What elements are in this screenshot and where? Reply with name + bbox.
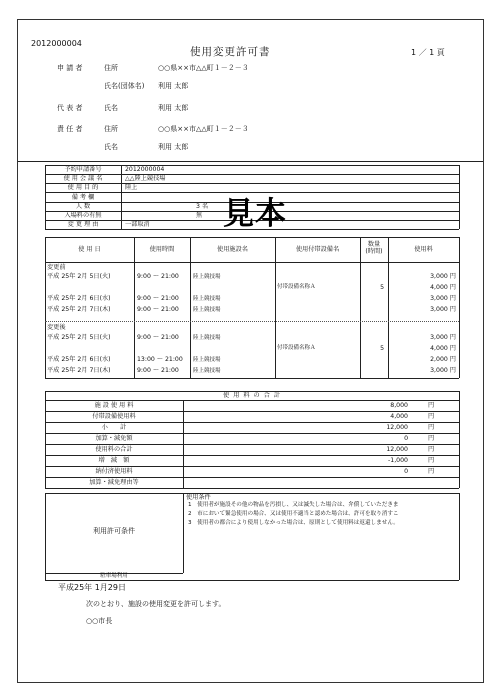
meeting-name-label: 使 用 会 議 名 xyxy=(63,175,103,182)
col-header-equipment: 使用付帯設備名 xyxy=(295,246,340,253)
representative-name: 利用 太郎 xyxy=(158,104,189,112)
permit-statement: 次のとおり、施設の使用変更を許可します。 xyxy=(86,600,226,608)
after-equipment-name: 付帯設備名称Ａ xyxy=(277,345,316,351)
admission-value: 無 xyxy=(196,212,203,219)
before-equipment-fee: 4,000 円 xyxy=(430,284,456,291)
reservation-number-label: 予約申請番号 xyxy=(64,166,102,173)
meeting-name: △△陸上競技場 xyxy=(125,175,166,182)
col-header-facility: 使用施設名 xyxy=(217,246,248,253)
purpose-label: 使 用 目 的 xyxy=(67,184,99,191)
admission-label: 入場料の有無 xyxy=(64,212,102,219)
condition-line: 2 市において緊急使用の場合、又は使用不適当と認めた場合は、許可を取り消すこ xyxy=(188,511,399,517)
col-header-quantity: 数量 (時間) xyxy=(365,241,383,256)
responsible-name: 利用 太郎 xyxy=(158,143,189,151)
before-section-label: 変更前 xyxy=(47,264,66,271)
change-reason-label: 変 更 理 由 xyxy=(67,221,99,228)
change-reason: 一部取消 xyxy=(125,221,150,228)
before-equipment-name: 付帯設備名称Ａ xyxy=(277,284,316,290)
applicant-address: ○○県××市△△町１－２－３ xyxy=(158,64,249,72)
purpose-value: 陸上 xyxy=(125,184,138,191)
applicant-address-label: 住所 xyxy=(104,64,118,72)
document-title: 使用変更許可書 xyxy=(190,46,271,58)
after-section-label: 変更後 xyxy=(47,324,66,331)
responsible-address-label: 住所 xyxy=(104,125,118,133)
people-count: 3 名 xyxy=(196,203,209,210)
after-equipment-fee: 4,000 円 xyxy=(430,345,456,352)
col-header-time: 使用時間 xyxy=(149,246,175,253)
reservation-number: 2012000004 xyxy=(125,166,165,173)
permit-document: 2012000004 使用変更許可書 1 ／ 1 頁 申 請 者 住所 ○○県××市△△町１－２－３ 氏名(団体名) 利用 太郎 代 表 者 氏名 利用 太郎 責 任 者 住所 ○○県××市△△町１－２－３ 氏名 利用 太郎 予約申請番号 2012000004 使 用 会 議 名 △△陸上競技場 使 用 目 的 陸上 備 考 欄 人 数 3 名 入場料の有無 無 変 更 理 由 一部取消 見本 使 用 日 使用時間 使用施設名 使用付帯設備名 数量 (時間) 使用料 変更前 平成 25年 2月 5日(火) 9:00 ～ 21:00 陸上競技場 3,000 円 付帯設備名称Ａ 5 4,000 円 平成 25年 2月 6日(水) 9:00 ～ 21:00 陸上競技場 3,000 円 平成 25年 2月 7日(木) 9:00 ～ 21:00 陸上競技場 3,000 円 変更後 平成 25年 2月 5日(火) 9:00 ～ 21:00 陸上競技場 3,000 円 付帯設備名称Ａ 5 4,000 円 平成 25年 2月 6日(水) 13:00 ～ 21:00 陸上競技場 2,000 円 平成 25年 2月 7日(木) 9:00 ～ 21:00 陸上競技場 3,000 円 使 用 料 の 合 計 施 設 使 用 料 8,000 円 付帯設備使用料 4,000 円 小 計 12,000 円 加算・減免額 0 円 使用料の合計 12,000 円 増 減 額 -1,000 円 納付済使用料 0 円 加算・減免理由等 利用許可条件 使用条件 1 使用者が施設その他の物品を汚損し、又は滅失した場合は、弁償していただきま 2 市において緊急使用の場合、又は使用不適当と認めた場合は、許可を取り消すこ 3 使用者の都合により使用しなかった場合は、原則として使用料は返還しません。 駐車場利用 平成25年 1月29日 次のとおり、施設の使用変更を許可します。 ○○市長 xyxy=(17,19,484,683)
col-header-date: 使 用 日 xyxy=(78,246,101,253)
people-label: 人 数 xyxy=(75,203,91,210)
applicant-name: 利用 太郎 xyxy=(158,82,189,90)
page-indicator: 1 ／ 1 頁 xyxy=(411,48,445,57)
col-header-fee: 使用料 xyxy=(414,246,433,253)
totals-header: 使 用 料 の 合 計 xyxy=(223,392,281,399)
parking-label: 駐車場利用 xyxy=(100,573,128,579)
condition-line: 1 使用者が施設その他の物品を汚損し、又は滅失した場合は、弁償していただきま xyxy=(188,502,399,508)
applicant-name-label: 氏名(団体名) xyxy=(104,82,145,90)
document-number: 2012000004 xyxy=(31,39,82,48)
representative-label: 代 表 者 xyxy=(57,104,83,112)
remarks-label: 備 考 欄 xyxy=(71,194,95,201)
sample-stamp: 見本 xyxy=(223,196,287,232)
representative-name-label: 氏名 xyxy=(104,104,118,112)
responsible-address: ○○県××市△△町１－２－３ xyxy=(158,125,249,133)
conditions-title: 使用条件 xyxy=(186,494,211,501)
issue-date: 平成25年 1月29日 xyxy=(58,583,126,592)
condition-line: 3 使用者の都合により使用しなかった場合は、原則として使用料は返還しません。 xyxy=(188,520,399,526)
responsible-label: 責 任 者 xyxy=(57,125,83,133)
issuer-name: ○○市長 xyxy=(86,617,113,625)
before-equipment-qty: 5 xyxy=(380,284,384,291)
applicant-label: 申 請 者 xyxy=(57,64,83,72)
responsible-name-label: 氏名 xyxy=(104,143,118,151)
after-equipment-qty: 5 xyxy=(380,345,384,352)
permit-conditions-label: 利用許可条件 xyxy=(93,527,135,535)
header-divider xyxy=(18,161,483,162)
